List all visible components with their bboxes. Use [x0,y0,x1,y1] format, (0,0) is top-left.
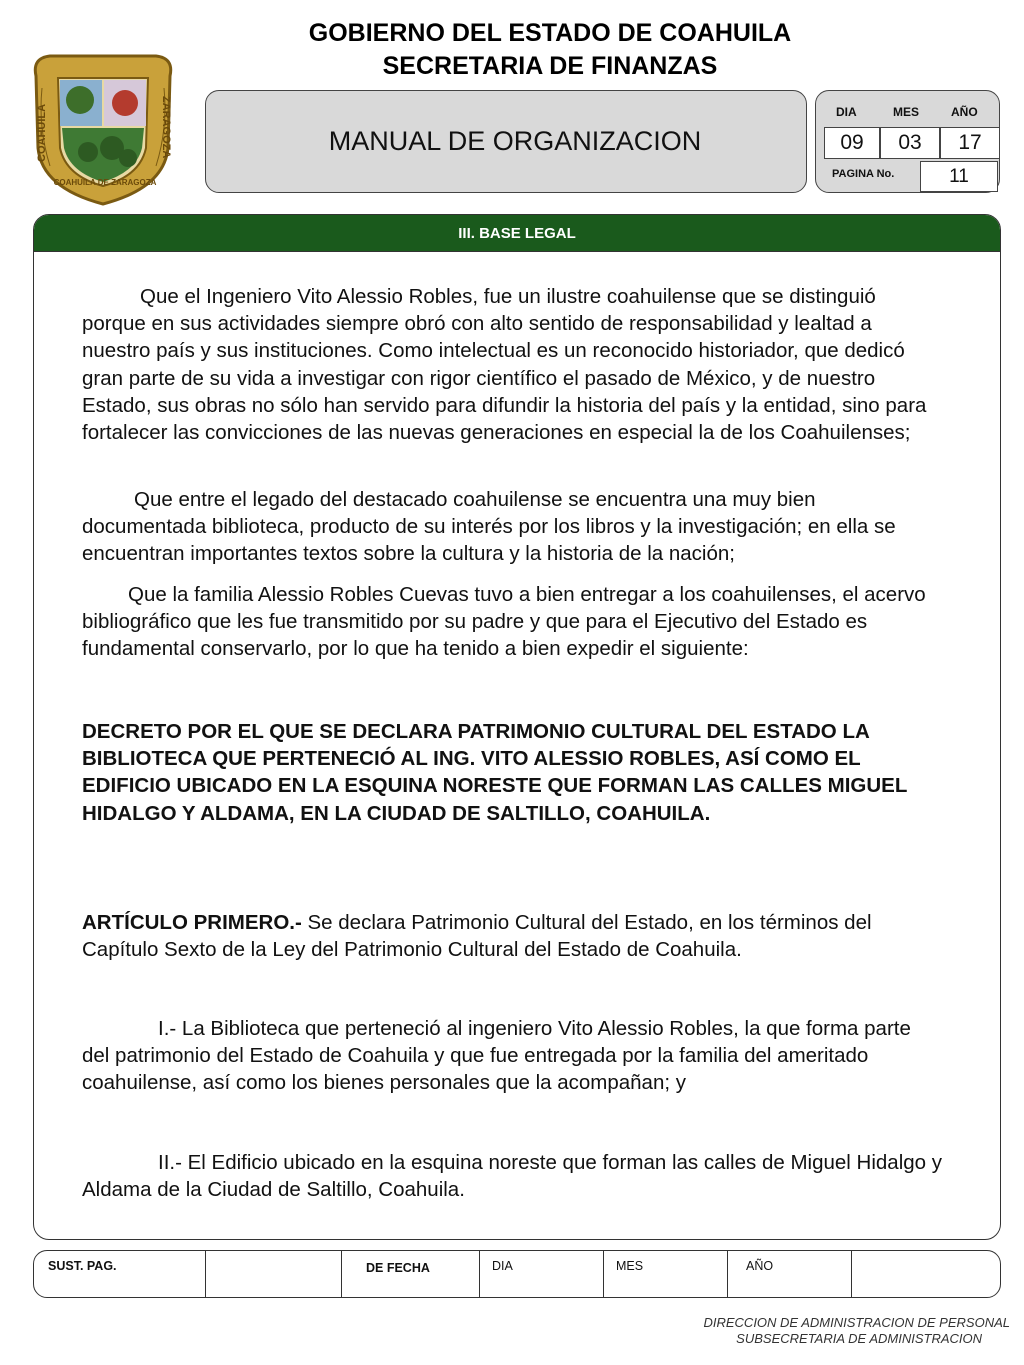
section-title: III. BASE LEGAL [458,224,576,242]
item-1: I.- La Biblioteca que perteneció al ingeniero Vito Alessio Robles, la que forma parte del patrimonio del Estado de Coahuila y que fue entregada por la familia del ameritado coahuilense, así como los bienes personales que la acompañan; y [82,1017,911,1095]
footer-cell-end [852,1251,1000,1297]
footer-cell-ano [728,1251,852,1297]
ano-label: AÑO [951,105,978,119]
footer-direction: DIRECCION DE ADMINISTRACION DE PERSONAL [703,1315,1010,1330]
footer-subsecretariat: SUBSECRETARIA DE ADMINISTRACION [736,1331,982,1346]
crest-bottom-text: COAHUILA DE ZARAGOZA [53,178,157,187]
article-text: Se declara Patrimonio Cultural del Estado, en los términos del Capítulo Sexto de la Ley del Patrimonio Cultural del Estado de Coahuila. [82,911,872,962]
footer-cell-blank [206,1251,342,1297]
footer-cell-mes [604,1251,728,1297]
dia-value: 09 [824,127,880,159]
ano-value: 17 [940,127,1000,159]
decree-heading: DECRETO POR EL QUE SE DECLARA PATRIMONIO CULTURAL DEL ESTADO LA BIBLIOTECA QUE PERTENECIÓ AL ING. VITO ALESSIO ROBLES, ASÍ COMO EL EDIFICIO UBICADO EN LA ESQUINA NORESTE QUE FORMAN LAS CALLES MIGUEL HIDALGO Y ALDAMA, EN LA CIUDAD DE SALTILLO, COAHUILA. [82,720,907,825]
footer-mes-label: MES [616,1259,644,1273]
secretariat-title: SECRETARIA DE FINANZAS [382,52,718,80]
paragraph-3: Que la familia Alessio Robles Cuevas tuvo a bien entregar a los coahuilenses, el acervo bibliográfico que les fue transmitido por su padre y que para el Ejecutivo del Estado es fundamental conservarlo, por lo que ha tenido a bien expedir el siguiente: [82,583,926,661]
mes-value: 03 [880,127,940,159]
footer-ano-label: AÑO [746,1259,774,1273]
dia-label: DIA [836,105,857,119]
manual-title: MANUAL DE ORGANIZACION [328,126,702,156]
footer-dia-label: DIA [492,1259,513,1273]
footer-cell-sust [34,1251,206,1297]
mes-label: MES [893,105,920,119]
pagina-label: PAGINA No. [832,168,895,180]
paragraph-2: Que entre el legado del destacado coahuilense se encuentra una muy bien documentada biblioteca, producto de su interés por los libros y la investigación; en ella se encuentran importantes textos sobre la cultura y la historia de la nación; [82,488,896,566]
footer-cell-dia [480,1251,604,1297]
footer-cell-fecha [342,1251,480,1297]
item-2: II.- El Edificio ubicado en la esquina noreste que forman las calles de Miguel Hidalgo y Aldama de la Ciudad de Saltillo, Coahuila. [82,1151,942,1202]
paragraph-1: Que el Ingeniero Vito Alessio Robles, fue un ilustre coahuilense que se distinguió porque en sus actividades siempre obró con alto sentido de responsabilidad y lealtad a nuestro país y sus instituciones. Como intelectual es un reconocido historiador, que dedicó gran parte de su vida a investigar con rigor científico el pasado de México, y de nuestro Estado, sus obras no sólo han servido para difundir la historia del país y la entidad, sino para fortalecer las convicciones de las nuevas generaciones en especial la de los Coahuilenses; [82,285,927,445]
sust-pag-label: SUST. PAG. [48,1259,117,1273]
pagina-value: 11 [920,161,998,192]
crest-right-text: ZARAGOZA [160,96,172,159]
government-title: GOBIERNO DEL ESTADO DE COAHUILA [308,19,792,47]
crest-left-text: COAHUILA [36,103,48,162]
de-fecha-label: DE FECHA [366,1261,430,1275]
footer-table [33,1250,1001,1298]
article-label: ARTÍCULO PRIMERO.- [82,911,302,934]
article-paragraph [82,909,942,963]
